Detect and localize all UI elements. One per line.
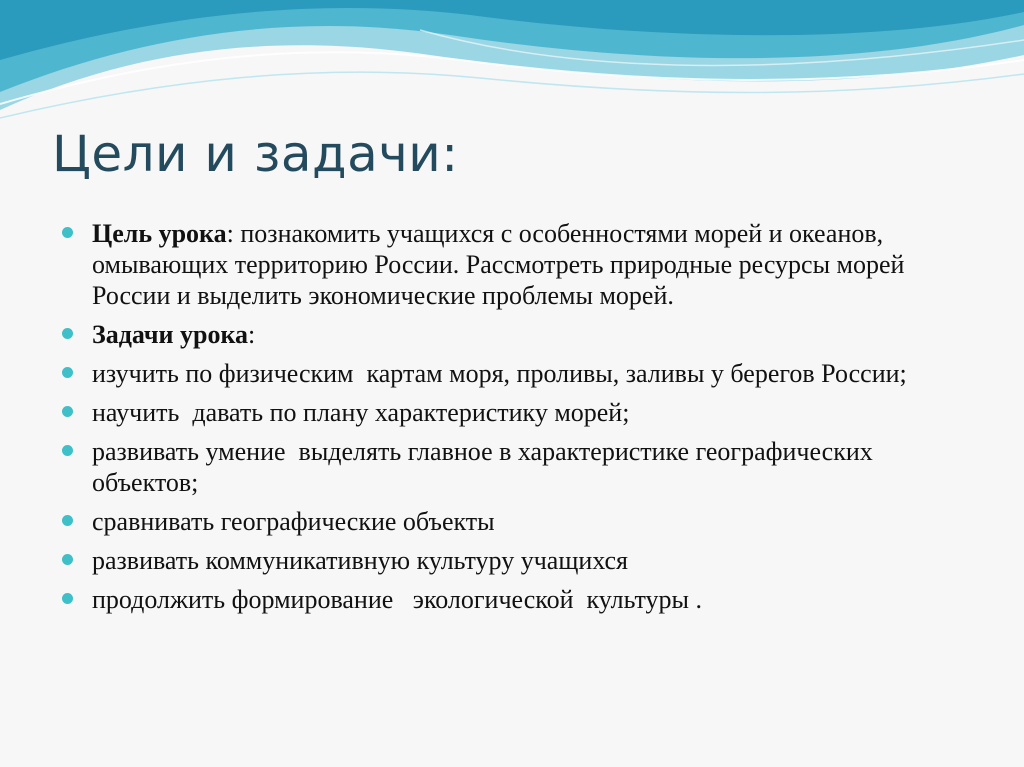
list-item-text: развивать коммуникативную культуру учащихся <box>92 546 629 575</box>
bullet-icon <box>62 593 73 604</box>
slide-title: Цели и задачи: <box>52 125 459 183</box>
bullet-icon <box>62 328 73 339</box>
goal-label: Цель урока <box>92 219 227 248</box>
list-item-text: развивать умение выделять главное в характеристике географических объектов; <box>92 437 886 497</box>
list-item <box>62 584 962 615</box>
bullet-icon <box>62 227 73 238</box>
list-item <box>62 545 962 576</box>
tasks-heading-item <box>62 319 962 350</box>
list-item <box>62 436 962 498</box>
list-item-text: изучить по физическим картам моря, проливы, заливы у берегов России; <box>92 359 907 388</box>
tasks-label: Задачи урока <box>92 320 249 349</box>
bullet-icon <box>62 367 73 378</box>
goal-text: : познакомить учащихся с особенностями морей и океанов, омывающих территорию России. Рассмотреть природные ресурсы морей России и выделить экономические проблемы морей. <box>92 219 911 310</box>
list-item <box>62 506 962 537</box>
list-item-text: продолжить формирование экологической культуры . <box>92 585 702 614</box>
wave-decoration <box>0 0 1024 130</box>
bullet-icon <box>62 406 73 417</box>
list-item-text: сравнивать географические объекты <box>92 507 495 536</box>
list-item <box>62 358 962 389</box>
bullet-icon <box>62 445 73 456</box>
bullet-list <box>62 218 962 623</box>
bullet-icon <box>62 515 73 526</box>
tasks-suffix: : <box>248 320 256 349</box>
list-item-text: научить давать по плану характеристику морей; <box>92 398 630 427</box>
list-item <box>62 397 962 428</box>
bullet-icon <box>62 554 73 565</box>
goal-item <box>62 218 962 311</box>
